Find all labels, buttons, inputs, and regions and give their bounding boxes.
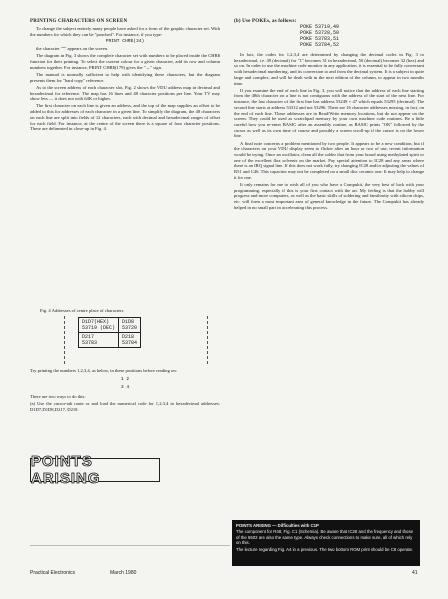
code-line: PRINT CHR$(34) [105, 38, 145, 44]
paragraph: The diagram in Fig. 3 shows the complete character set with numbers to be placed inside the CHR$ function for their printing. To select the current colour for a given character, add its row and column numbers together. For instance, PRINT CHR$(179) gives the "→" sign. [30, 53, 220, 70]
page-number: 41 [412, 570, 418, 576]
blank-area [30, 483, 230, 546]
poke-line: POKE 53719,49 [300, 24, 340, 30]
grid-cell [79, 333, 119, 348]
poke-line: POKE 53784,52 [300, 42, 340, 48]
infobox-text: The component for R48, Fig. C1 (Schemia). Be aware that IC28 and the frequency and those of the 6502 are also the same type. Always check connections to make sure, all of which rely on this. [236, 529, 413, 546]
poke-line: POKE 53720,50 [300, 30, 340, 36]
numbers-line: 3 4 [120, 385, 130, 391]
paragraph: It only remains for me to wish all of you who have a Compukit, the very best of luck with your programming, especially if this is your first contact with the art. My feeling is that the hobby will progress and more computers, as well as the basic skills of soldering and familiarity with silicon chips, etc. will form a most important area of general knowledge in the future. The Compukit has already helped in no small part in accelerating this process. [234, 181, 424, 210]
grid-cell [79, 318, 119, 333]
points-arising-banner [30, 453, 160, 487]
poke-list [300, 24, 390, 48]
paragraph: Try printing the numbers 1,2,3,4, as below, in these positions before reading on: [30, 368, 177, 373]
footer-date: March 1980 [110, 570, 137, 576]
right-column [234, 52, 424, 212]
points-arising-box [232, 520, 420, 566]
paragraph: In fact, the codes for 1,2,3,4 are determined by changing the decimal codes in Fig. 3 to hexadecimal, i.e. 49 (decimal) for "1" becomes 31 in hexadecimal, 50 (decimal) becomes 32 (hex) and so on. In order to use the machine code monitor in any application, it is essential to be fully conversant with hexadecimal numbering, and its conversion to and from the decimal system. It is a subject in quite large and complex, and will be dealt with in the next edition of the column, to appear in two months time. [234, 52, 424, 86]
infobox-title: POINTS ARISING — Difficulties with C1P [236, 523, 319, 528]
section-heading-left: PRINTING CHARACTERS ON SCREEN [30, 19, 128, 24]
points-arising-title: POINTS ARISING [31, 453, 101, 487]
paragraph: The first character on each line is given an address, and the top of the map supplies an offset to be added to this for addresses of each character in a given line. To simplify the diagram, the 48 characters on each line are split into fields of 12 characters, each with decimal and hexadecimal ranges of offset for each field. For instance, at the centre of the screen there is a square of four character positions. These are delineated in close-up in Fig. 4. [30, 103, 220, 132]
table-row [79, 318, 141, 333]
grid-cell [119, 333, 141, 348]
paragraph: the character """ appears on the screen. [36, 46, 109, 52]
table-row [79, 333, 141, 348]
paragraph: The manual is normally sufficient to help with identifying these characters, but the diagram presents them for "hard copy" reference. [30, 71, 220, 83]
paragraph: If you examine the end of each line in Fig. 3, you will notice that the address of each line starting from the 48th character on a line is not contiguous with the address of the start of the next line. For instance, the last character of the first line has address 53249 + 47 which equals 53295 (decimal). The second line starts at address 53312 and not 53296. There are 16 character addresses missing, in fact, on the end of each line. These addresses are in Read/Write memory locations, but do not appear on the screen. They could be used as scratchpad memory by your own machine code routines. Be a little careful how you re-enter BASIC after an assembly routine, as BASIC prints "OK" followed by the cursor as well as its own time of course and possibly a screen scroll-up if the cursor is on the lower line. [234, 87, 424, 139]
cell-text: D1D7(HEX) 53719 (DEC) [82, 319, 116, 331]
footer-publication: Practical Electronics [30, 570, 76, 576]
grid-cell [119, 318, 141, 333]
paragraph: A final note concerns a problem mentioned by two people. It appears to be a new condition, but if the characters on your VDU display seem to flicker after an hour or two of use, recent information would be trying. Once an oscillator, clean all the solder that from your board using methylated spirit or one of the excellent flux solvents on the market. Pay special attention to IC28 and any areas where there is an IRQ signal line. If this does not work fully, try changing IC28 and/or adjusting the values of R51 and C46. This capacitor may not be completed on a small disc ceramic one. It may help to change it for one. [234, 140, 424, 180]
numbers-line: 1 2 [120, 376, 130, 382]
infobox-text: The lecture regarding Fig. A4 in a previous. The two bottom ROM print should be C8 operate. [236, 546, 414, 552]
poke-line: POKE 53783,51 [300, 36, 340, 42]
section-heading-right: (b) Use POKEs, as follows: [234, 19, 297, 24]
figure-caption: Fig. 4 Addresses of centre place of characters [40, 308, 124, 313]
paragraph: To change the subject entirely many people have asked for a form of the graphic character set. With the numbers for which they can be "poached". For instance, if you type: [30, 26, 220, 37]
cell-text: D217 53783 [82, 334, 98, 346]
paragraph: There are two ways to do this: [30, 394, 86, 400]
paragraph: (a) Use the cursor-tab route or and load the numerical code for 1,2,3,4 in hexadecimal addresses: D1D7,D1D8,D217, D218. [30, 401, 220, 413]
paragraph: As to the screen address of each character slot, Fig. 2 shows the VDU address map in decimal and hexadecimal for reference. The map has 16 lines and 48 character positions per line. Your TV may show less — it does not with 64K or higher. [30, 84, 220, 102]
below-grid-text [30, 368, 220, 414]
address-grid [78, 317, 141, 348]
left-column [30, 26, 220, 133]
cell-text: D218 53784 [122, 334, 138, 346]
cell-text: D1D8 53720 [122, 319, 138, 331]
